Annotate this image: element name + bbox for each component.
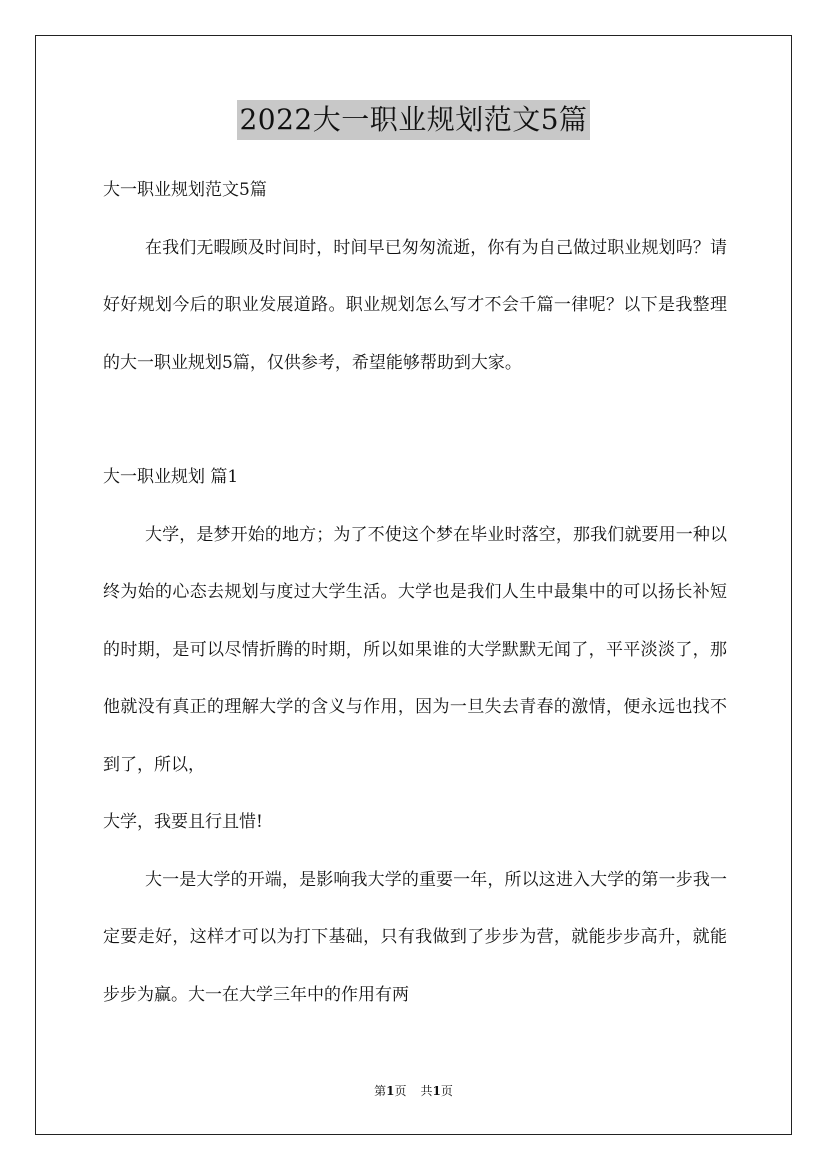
footer-total-prefix: 共 [420,1084,433,1098]
footer-total-suffix: 页 [440,1084,453,1098]
subtitle: 大一职业规划范文5篇 [103,180,267,200]
body-paragraph-3: 大一是大学的开端，是影响我大学的重要一年，所以这进入大学的第一步我一定要走好，这样才可以为打下基础，只有我做到了步步为营，就能步步高升，就能步步为赢。大一在大学三年中的作用有两 [103,869,727,1005]
footer-total-number: 1 [432,1084,441,1098]
title-container [0,100,827,140]
body-paragraph-1: 大学，是梦开始的地方；为了不使这个梦在毕业时落空，那我们就要用一种以终为始的心态去规划与度过大学生活。大学也是我们人生中最集中的可以扬长补短的时期，是可以尽情折腾的时期，所以如果谁的大学默默无闻了，平平淡淡了，那他就没有真正的理解大学的含义与作用，因为一旦失去青春的激情，便永远也找不到了，所以， [103,524,727,775]
section-heading: 大一职业规划 篇1 [103,467,239,487]
section-spacer [103,392,727,449]
page-footer [0,1082,827,1099]
footer-page-prefix: 第 [374,1084,387,1098]
document-title: 2022大一职业规划范文5篇 [237,100,589,140]
intro-paragraph: 在我们无暇顾及时间时，时间早已匆匆流逝，你有为自己做过职业规划吗？请好好规划今后的职业发展道路。职业规划怎么写才不会千篇一律呢？以下是我整理的大一职业规划5篇，仅供参考，希望能够帮助到大家。 [103,237,727,373]
document-body [103,162,727,1024]
footer-page-suffix: 页 [394,1084,407,1098]
body-paragraph-2: 大学，我要且行且惜! [103,812,263,832]
footer-page-number: 1 [386,1084,395,1098]
